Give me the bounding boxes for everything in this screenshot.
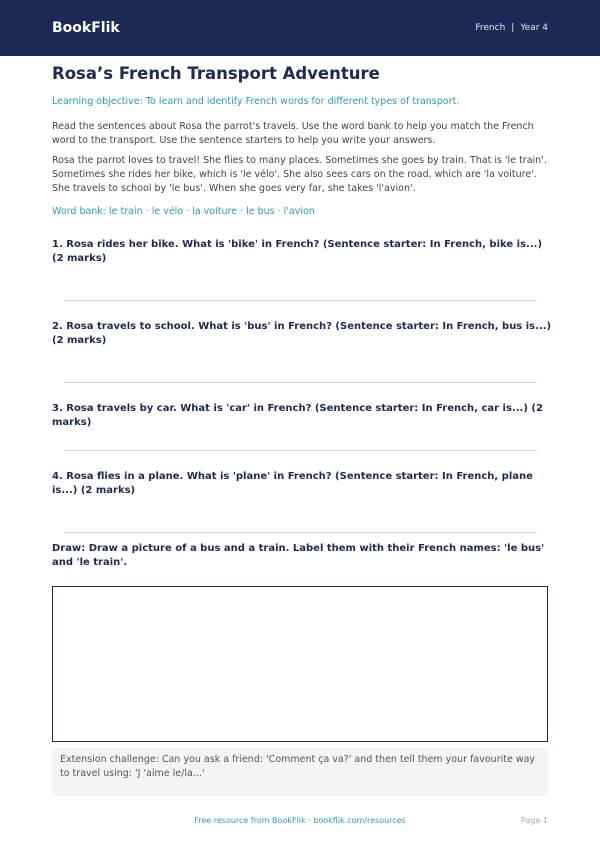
learning-objective: Learning objective: To learn and identify French words for different types of transport. (52, 96, 460, 107)
page-title: Rosa’s French Transport Adventure (52, 64, 380, 83)
question-1: 1. Rosa rides her bike. What is 'bike' in French? (Sentence starter: In French, bike is...) (2 marks) (52, 239, 543, 264)
subject-label: French (475, 23, 506, 33)
story-text: Rosa the parrot loves to travel! She flies to many places. Sometimes she goes by train. That is 'le train'. Sometimes she rides her bike, which is 'le vélo'. She also sees cars on the road, which are 'la voiture'. She travels to school by 'le bus'. When she goes very far, she takes 'l'avion'. (52, 155, 547, 194)
answer-line-3[interactable] (64, 450, 537, 451)
answer-line-4[interactable] (64, 532, 537, 533)
draw-prompt: Draw: Draw a picture of a bus and a train. Label them with their French names: 'le bus' and 'le train'. (52, 543, 545, 568)
header-bar (0, 0, 600, 56)
question-2: 2. Rosa travels to school. What is 'bus' in French? (Sentence starter: In French, bus is...) (2 marks) (52, 321, 552, 346)
question-3: 3. Rosa travels by car. What is 'car' in French? (Sentence starter: In French, car is...) (2 marks) (52, 403, 543, 428)
extension-challenge: Extension challenge: Can you ask a friend: 'Comment ça va?' and then tell them your favourite way to travel using: 'J 'aime le/la...' (52, 748, 548, 796)
subject-year (475, 23, 548, 33)
question-4: 4. Rosa flies in a plane. What is 'plane' in French? (Sentence starter: In French, plane is...) (2 marks) (52, 471, 533, 496)
drawing-box[interactable] (52, 586, 548, 742)
instructions: Read the sentences about Rosa the parrot's travels. Use the word bank to help you match the French word to the transport. Use the sentence starters to help you write your answers. (52, 121, 534, 146)
year-label: Year 4 (520, 23, 548, 33)
meta-separator: | (511, 23, 515, 33)
page-number: Page 1 (521, 816, 548, 825)
answer-line-2[interactable] (64, 382, 537, 383)
brand-logo: BookFlik (52, 20, 120, 36)
word-bank: Word bank: le train · le vélo · la voiture · le bus · l'avion (52, 206, 315, 217)
footer-text: Free resource from BookFlik · bookflik.com/resources (194, 816, 406, 825)
answer-line-1[interactable] (64, 300, 537, 301)
